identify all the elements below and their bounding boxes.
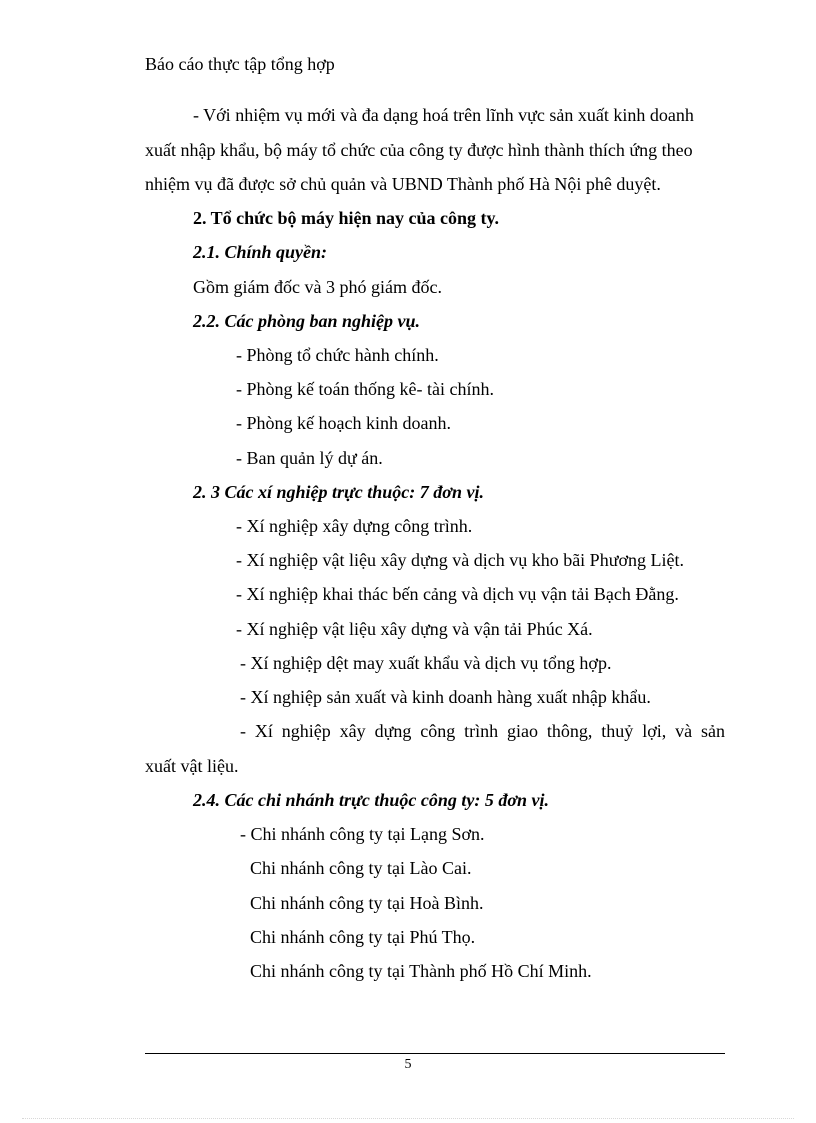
section-2-3-heading: 2. 3 Các xí nghiệp trực thuộc: 7 đơn vị. (193, 482, 484, 502)
footer-rule (145, 1053, 725, 1054)
list-item: - Xí nghiệp vật liệu xây dựng và dịch vụ kho bãi Phương Liệt. (236, 550, 684, 570)
section-2-2-heading: 2.2. Các phòng ban nghiệp vụ. (193, 311, 421, 331)
intro-line-3: nhiệm vụ đã được sở chủ quản và UBND Thành phố Hà Nội phê duyệt. (145, 174, 661, 194)
list-item: - Chi nhánh công ty tại Lạng Sơn. (240, 824, 485, 844)
list-item: - Phòng kế toán thống kê- tài chính. (236, 379, 494, 399)
page-edge (22, 1118, 794, 1119)
intro-line-2: xuất nhập khẩu, bộ máy tổ chức của công ty được hình thành thích ứng theo (145, 140, 693, 160)
list-item: - Phòng kế hoạch kinh doanh. (236, 413, 451, 433)
section-2-4-heading: 2.4. Các chi nhánh trực thuộc công ty: 5 đơn vị. (193, 790, 549, 810)
list-item: - Xí nghiệp khai thác bến cảng và dịch vụ vận tải Bạch Đằng. (236, 584, 679, 604)
list-item: - Xí nghiệp xây dựng công trình giao thông, thuỷ lợi, và sản (240, 721, 725, 741)
section-2-heading: 2. Tổ chức bộ máy hiện nay của công ty. (193, 208, 499, 228)
running-header: Báo cáo thực tập tổng hợp (145, 54, 335, 74)
list-item: Chi nhánh công ty tại Lào Cai. (250, 858, 472, 878)
section-2-1-text: Gồm giám đốc và 3 phó giám đốc. (193, 277, 442, 297)
list-item-continuation: xuất vật liệu. (145, 756, 239, 776)
intro-line-1: - Với nhiệm vụ mới và đa dạng hoá trên lĩnh vực sản xuất kinh doanh (193, 105, 694, 125)
list-item: Chi nhánh công ty tại Thành phố Hồ Chí Minh. (250, 961, 592, 981)
list-item: Chi nhánh công ty tại Phú Thọ. (250, 927, 476, 947)
list-item: - Xí nghiệp dệt may xuất khẩu và dịch vụ tổng hợp. (240, 653, 612, 673)
page-number: 5 (404, 1057, 412, 1072)
list-item: - Phòng tổ chức hành chính. (236, 345, 439, 365)
list-item: - Xí nghiệp xây dựng công trình. (236, 516, 473, 536)
list-item: - Ban quản lý dự án. (236, 448, 383, 468)
list-item: - Xí nghiệp sản xuất và kinh doanh hàng xuất nhập khẩu. (240, 687, 651, 707)
section-2-1-heading: 2.1. Chính quyền: (193, 242, 328, 262)
list-item: Chi nhánh công ty tại Hoà Bình. (250, 893, 484, 913)
list-item: - Xí nghiệp vật liệu xây dựng và vận tải Phúc Xá. (236, 619, 593, 639)
